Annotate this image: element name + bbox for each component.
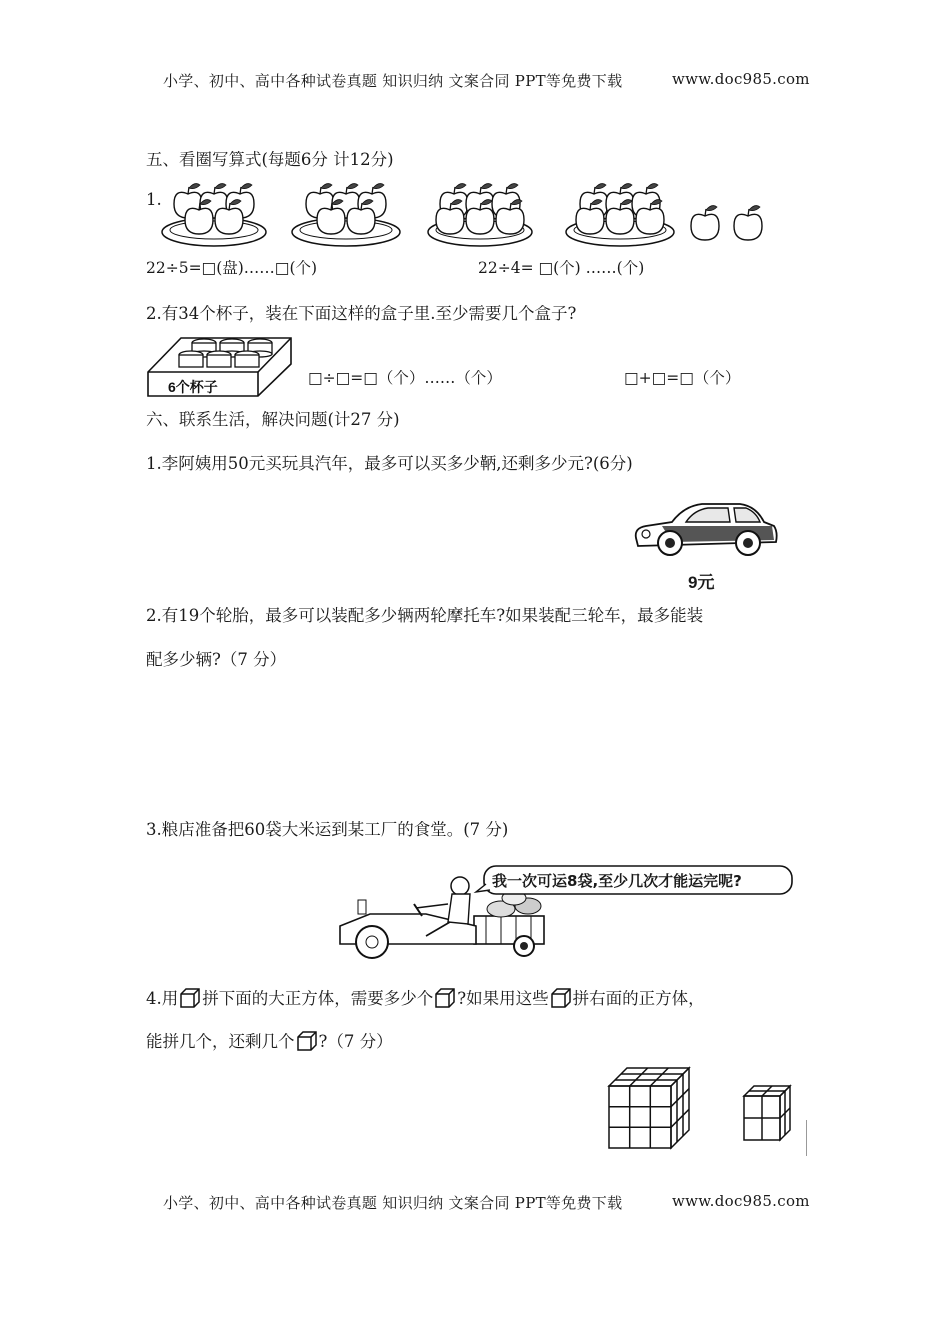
q1-equation-right: 22÷4= □(个) ……(个)	[478, 259, 645, 277]
s6-q2-line1: 2.有19个轮胎，最多可以装配多少辆两轮摩托车?如果装配三轮车，最多能装	[146, 606, 704, 625]
q4-text-e: 能拼几个，还剩几个	[146, 1032, 295, 1051]
footer-text: 小学、初中、高中各种试卷真题 知识归纳 文案合同 PPT等免费下载	[163, 1194, 623, 1212]
q2-question: 2.有34个杯子，装在下面这样的盒子里.至少需要几个盒子?	[146, 304, 577, 323]
s6-q4-line2	[146, 1028, 393, 1052]
loose-apples	[691, 206, 762, 240]
section5-title: 五、看圈写算式(每题6分 计12分)	[146, 150, 394, 169]
q4-text-c: ?如果用这些	[457, 989, 549, 1008]
s6-q1-question: 1.李阿姨用50元买玩具汽年，最多可以买多少鞆,还剩多少元?(6分)	[146, 454, 633, 473]
toy-car-illustration	[632, 496, 782, 566]
s6-q2-line2: 配多少辆?（7 分）	[146, 650, 287, 669]
header-site: www.doc985.com	[672, 70, 810, 88]
small-cube-illustration	[742, 1084, 792, 1142]
speech-bubble-text: 我一次可运8袋,至少几次才能运完呢?	[492, 872, 742, 890]
s6-q3-question: 3.粮店准备把60袋大米运到某工厂的食堂。(7 分)	[146, 820, 509, 839]
small-cube-icon	[179, 987, 201, 1009]
large-cube-illustration	[607, 1066, 693, 1152]
apple-plates-illustration	[160, 180, 800, 255]
s6-q4-line1	[146, 985, 705, 1009]
edge-mark	[806, 1120, 807, 1156]
q4-text-b: 拼下面的大正方体，需要多少个	[202, 989, 434, 1008]
small-cube-icon	[434, 987, 456, 1009]
page-footer	[163, 1192, 622, 1213]
q4-text-f: ?（7 分）	[318, 1032, 393, 1051]
q2-equation-2: □+□=□（个）	[624, 369, 741, 387]
plate	[162, 184, 266, 246]
plate	[566, 184, 674, 246]
q2-equation-1: □÷□=□（个）……（个）	[308, 369, 502, 387]
q4-text-a: 4.用	[146, 989, 179, 1008]
q1-equation-left: 22÷5=□(盘)……□(个)	[146, 259, 318, 277]
footer-site: www.doc985.com	[672, 1192, 810, 1210]
cup-box-illustration	[146, 334, 296, 406]
cup-box-label: 6个杯子	[168, 379, 218, 395]
apple-icon	[691, 206, 719, 240]
small-cube-icon	[296, 1030, 318, 1052]
plate	[292, 184, 400, 246]
page-header	[163, 70, 622, 91]
apple-icon	[734, 206, 762, 240]
q4-text-d: 拼右面的正方体，	[572, 989, 705, 1008]
q1-number: 1.	[146, 190, 162, 209]
small-cube-icon	[550, 987, 572, 1009]
car-price-label: 9元	[688, 573, 715, 592]
section6-title: 六、联系生活，解决问题(计27 分)	[146, 410, 400, 429]
header-text: 小学、初中、高中各种试卷真题 知识归纳 文案合同 PPT等免费下载	[163, 72, 623, 90]
plate	[428, 184, 532, 246]
